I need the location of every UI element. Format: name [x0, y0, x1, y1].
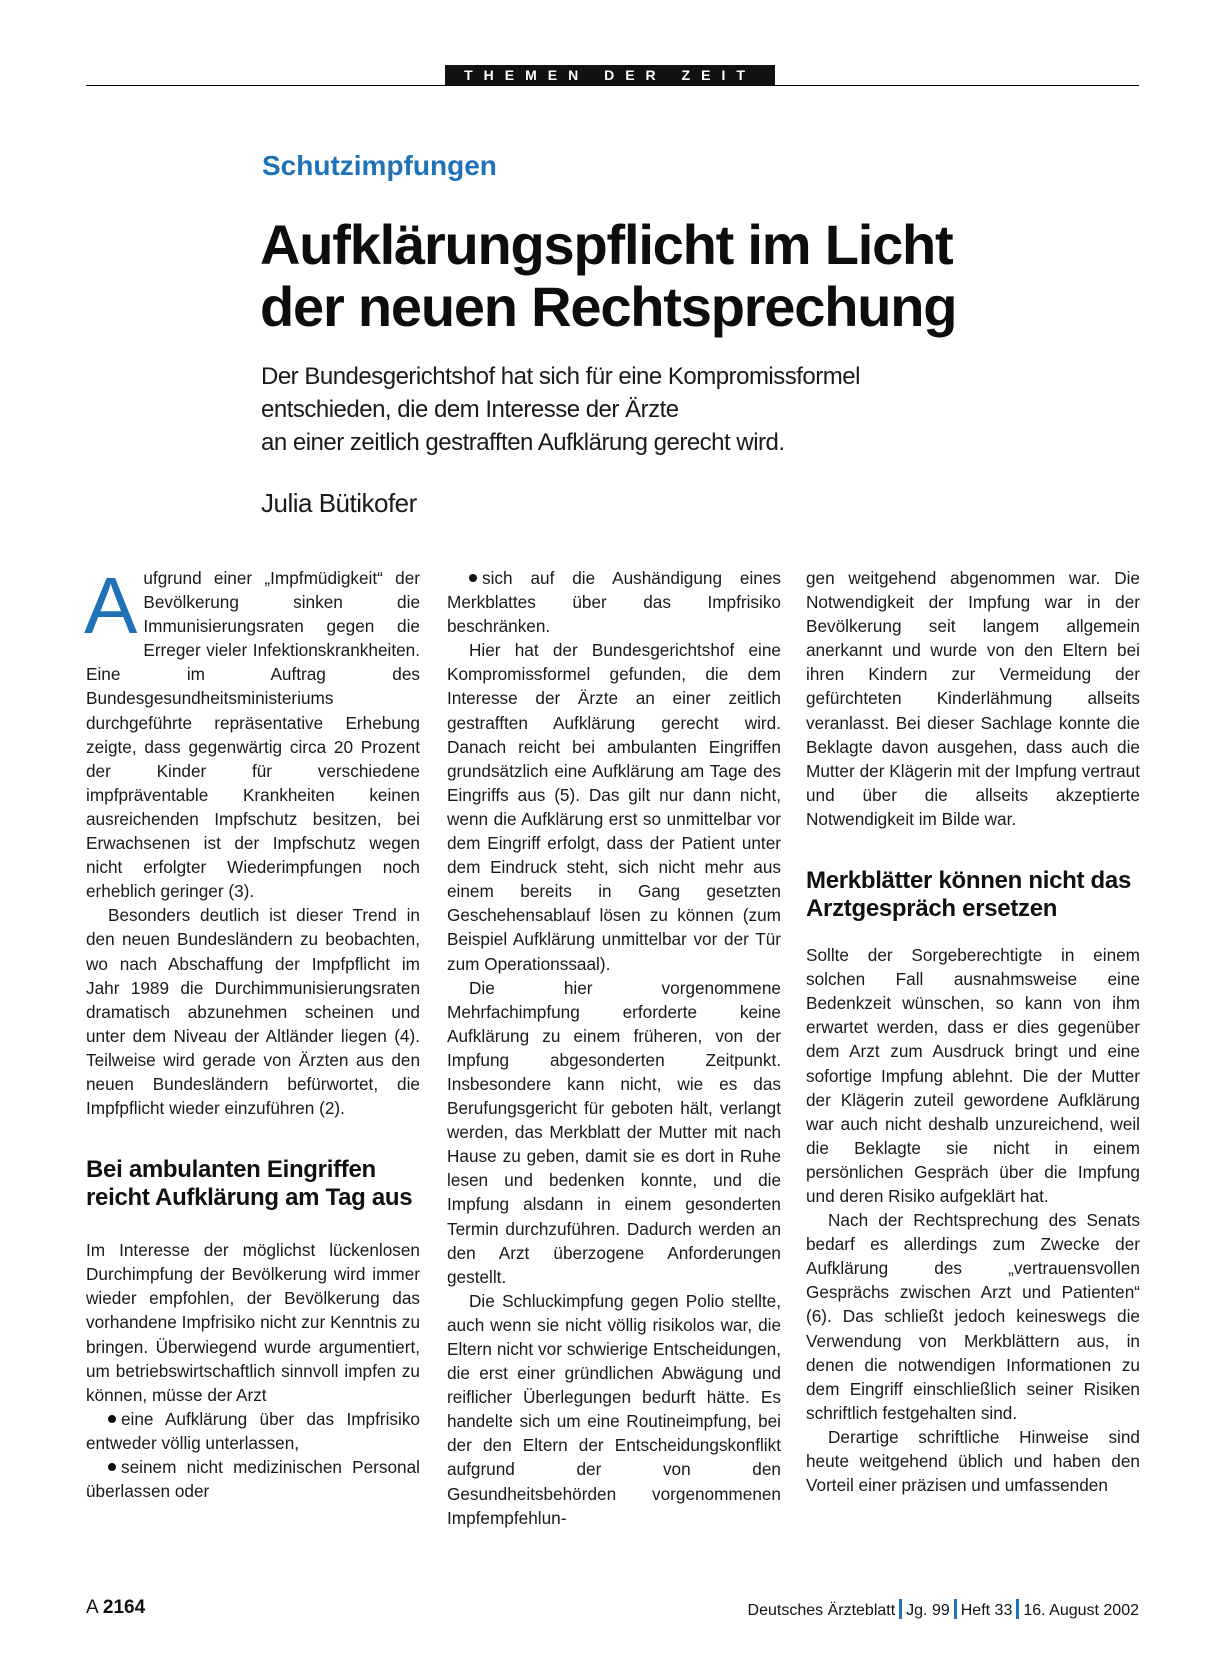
text-column-3	[806, 566, 1140, 1497]
header-rule	[86, 85, 1139, 86]
paragraph: Im Interesse der möglichst lückenlosen Durchimpfung der Bevölkerung wird immer wieder empfohlen, der Bevölkerung das vorhandene Impfrisiko nicht zur Kenntnis zu bringen. Überwiegend wurde argumentiert, um betriebswirtschaftlich sinnvoll impfen zu können, müsse der Arzt	[86, 1240, 420, 1405]
journal-name: Deutsches Ärzteblatt	[747, 1602, 896, 1619]
paragraph: Die hier vorgenommene Mehrfachimpfung erforderte keine Aufklärung zu einem früheren, von der Impfung abgesonderten Zeitpunkt. Insbesondere kann nicht, wie es das Berufungsgericht für geboten hält, verlangt werden, das Merkblatt der Mutter mit nach Hause zu geben, damit sie es dort in Ruhe lesen und bedenken konnte, und die Impfung alsdann in einem gesonderten Termin durchzuführen. Dadurch werden an den Arzt überzogene Anforderungen gestellt.	[447, 977, 781, 1287]
paragraph: Sollte der Sorgeberechtigte in einem solchen Fall ausnahmsweise eine Bedenkzeit wünschen, so kann von ihm erwartet werden, dass er dies gegenüber dem Arzt zum Ausdruck bringt und eine sofortige Impfung ablehnt. Die der Mutter der Klägerin zuteil gewordene Aufklärung war auch nicht deshalb unzureichend, weil die Beklagte sie nicht in einem persönlichen Gespräch über die Impfung und deren Risiko aufgeklärt hat.	[806, 945, 1140, 1206]
article-deck	[261, 360, 1141, 459]
paragraph: Besonders deutlich ist dieser Trend in den neuen Bundesländern zu beobachten, wo nach Abschaffung der Impfpflicht im Jahr 1989 die Durchimmunisierungsraten dramatisch abzunehmen scheinen und unter dem Niveau der Altländer liegen (4). Teilweise wird gerade von Ärzten aus den neuen Bundesländern befürwortet, die Impfpflicht wieder einzuführen (2).	[86, 905, 420, 1119]
text-column-1	[84, 561, 420, 1503]
bullet-icon	[469, 574, 477, 582]
bullet-text: seinem nicht medizinischen Personal überlassen oder	[86, 1457, 420, 1502]
heading-line-1: Merkblätter können nicht das	[806, 867, 1131, 895]
separator	[899, 1599, 902, 1619]
page-number	[86, 1597, 145, 1619]
heading-line-1: Bei ambulanten Eingriffen	[86, 1156, 376, 1184]
page-number-value: 2164	[102, 1597, 146, 1618]
paragraph: Die Schluckimpfung gegen Polio stellte, auch wenn sie nicht völlig risikolos war, die Eltern nicht vor schwierige Entscheidungen, die erst einer gründlichen Abwägung und reiflicher Überlegungen bedurft hätte. Es handelte sich um eine Routineimpfung, bei der den Eltern der Entscheidungskonflikt aufgrund der von den Gesundheitsbehörden vorgenommenen Impfempfehlun-	[447, 1290, 781, 1528]
journal-issue: Heft 33	[960, 1602, 1013, 1619]
article-author: Julia Bütikofer	[261, 488, 417, 518]
text-column-2	[447, 566, 781, 1530]
bullet-item	[86, 1407, 420, 1455]
section-heading	[86, 1156, 420, 1212]
paragraph: Derartige schriftliche Hinweise sind heute weitgehend üblich und haben den Vorteil einer präzisen und umfassenden	[806, 1426, 1140, 1496]
bullet-item	[86, 1455, 420, 1503]
heading-line-2: reicht Aufklärung am Tag aus	[86, 1184, 413, 1212]
separator	[1016, 1599, 1019, 1619]
separator	[954, 1599, 957, 1619]
paragraph: gen weitgehend abgenommen war. Die Notwendigkeit der Impfung war in der Bevölkerung seit langem allgemein anerkannt und wurde von den Eltern bei ihren Kindern zur Vermeidung der gefürchteten Kinderlähmung allseits veranlasst. Bei dieser Sachlage konnte die Beklagte davon ausgehen, dass auch die Mutter der Klägerin mit der Impfung vertraut und über die allseits akzeptierte Notwendigkeit im Bilde war.	[806, 568, 1140, 829]
heading-line-2: Arztgespräch ersetzen	[806, 895, 1058, 923]
paragraph	[84, 561, 420, 903]
bullet-text: sich auf die Aushändigung eines Merkblattes über das Impfrisiko beschränken.	[447, 568, 781, 637]
article-kicker: Schutzimpfungen	[262, 150, 497, 181]
paragraph: Nach der Rechtsprechung des Senats bedarf es allerdings zum Zwecke der Aufklärung des „vertrauensvollen Gesprächs zwischen Arzt und Patienten“ (6). Das schließt jedoch keineswegs die Verwendung von Merkblättern aus, in denen die notwendigen Informationen zu dem Eingriff einschließlich seiner Risiken schriftlich festgehalten sind.	[806, 1210, 1140, 1423]
paragraph-text: ufgrund einer „Impfmüdigkeit“ der Bevölkerung sinken die Immunisierungsraten gegen die Erreger vieler Infektionskrankheiten. Eine im Auftrag des Bundesgesundheitsministeriums durchgeführte repräsentative Erhebung zeigte, dass gegenwärtig circa 20 Prozent der Kinder für verschiedene impfpräventable Krankheiten keinen ausreichenden Impfschutz besitzen, bei Erwachsenen ist der Impfschutz wegen nicht erfolgter Wiederimpfungen noch erheblich geringer (3).	[86, 568, 420, 902]
section-rubric: THEMEN DER ZEIT	[445, 65, 775, 85]
headline-line-2: der neuen Rechtsprechung	[260, 275, 957, 338]
article-headline	[260, 214, 1140, 338]
bullet-icon	[108, 1463, 116, 1471]
bullet-item	[447, 566, 781, 638]
journal-volume: Jg. 99	[906, 1602, 950, 1619]
bullet-icon	[108, 1415, 116, 1423]
section-heading	[806, 867, 1140, 923]
page-prefix: A	[86, 1597, 98, 1618]
bullet-text: eine Aufklärung über das Impfrisiko entweder völlig unterlassen,	[86, 1408, 420, 1453]
deck-line-3: an einer zeitlich gestrafften Aufklärung gerecht wird.	[261, 429, 785, 456]
deck-line-2: entschieden, die dem Interesse der Ärzte	[261, 396, 679, 423]
journal-date: 16. August 2002	[1023, 1602, 1139, 1619]
deck-line-1: Der Bundesgerichtshof hat sich für eine Kompromissformel	[261, 363, 860, 390]
drop-cap: A	[84, 561, 138, 650]
paragraph: Hier hat der Bundesgerichtshof eine Kompromissformel gefunden, die dem Interesse der Ärzte an einer zeitlich gestrafften Aufklärung gerecht wird. Danach reicht bei ambulanten Eingriffen grundsätzlich eine Aufklärung am Tage des Eingriffs aus (5). Das gilt nur dann nicht, wenn die Aufklärung erst so unmittelbar vor dem Eingriff erfolgt, dass der Patient unter dem Eindruck steht, sich nicht mehr aus einem bereits in Gang gesetzten Geschehensablauf lösen zu können (zum Beispiel Aufklärung unmittelbar vor der Tür zum Operationssaal).	[447, 640, 781, 974]
footer-source	[748, 1599, 1139, 1620]
headline-line-1: Aufklärungspflicht im Licht	[260, 213, 953, 276]
